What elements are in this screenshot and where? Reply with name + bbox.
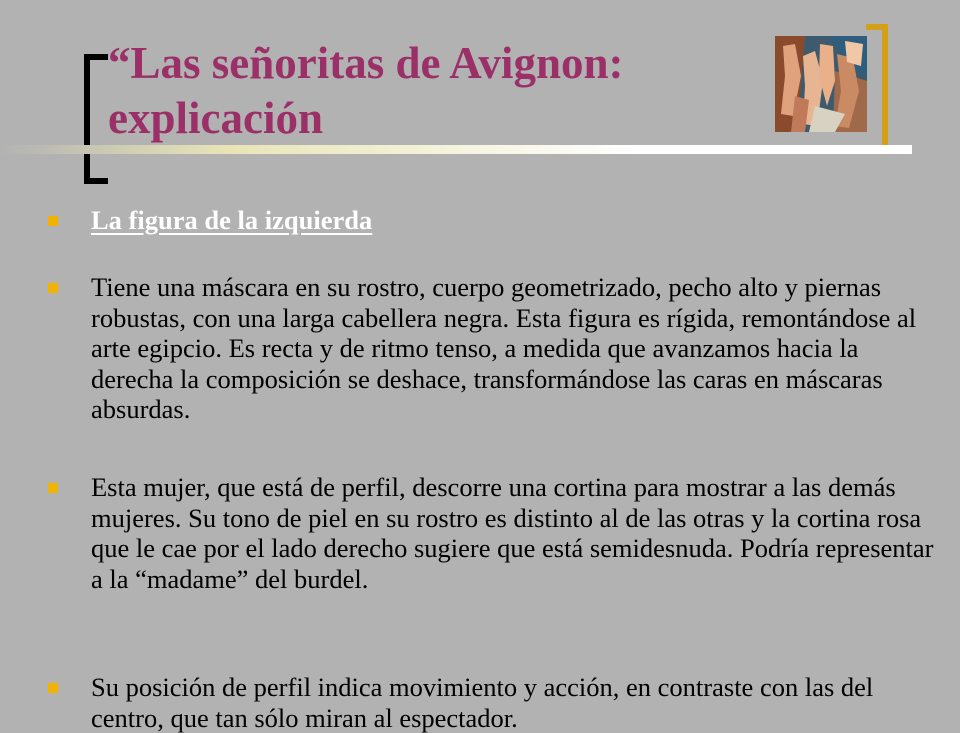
bullet-marker <box>48 283 58 293</box>
bullet-text: Tiene una máscara en su rostro, cuerpo geometrizado, pecho alto y piernas robustas, con una larga cabellera negra. Esta figura es rígida, remontándose al arte egipcio. Es recta y de ritmo tenso, a medida que avanzamos hacia la derecha la composición se deshace, transformándose las caras en máscaras absurdas. <box>91 272 917 424</box>
bullet-text: Su posición de perfil indica movimiento y acción, en contraste con las del centro, que tan sólo miran al espectador. <box>91 672 874 733</box>
slide-title: “Las señoritas de Avignon: explicación <box>108 38 624 143</box>
bullet-marker <box>48 483 58 493</box>
bullet-text: Esta mujer, que está de perfil, descorre una cortina para mostrar a las demás mujeres. Su tono de piel en su rostro es distinto al de las otras y la cortina rosa que le cae por el lado derecho sugiere que está semidesnuda. Podría representar a la “madame” del burdel. <box>91 472 934 594</box>
bullet-marker <box>48 216 58 226</box>
subheading-left-figure: La figura de la izquierda <box>91 205 373 235</box>
bullet-marker <box>48 683 58 693</box>
